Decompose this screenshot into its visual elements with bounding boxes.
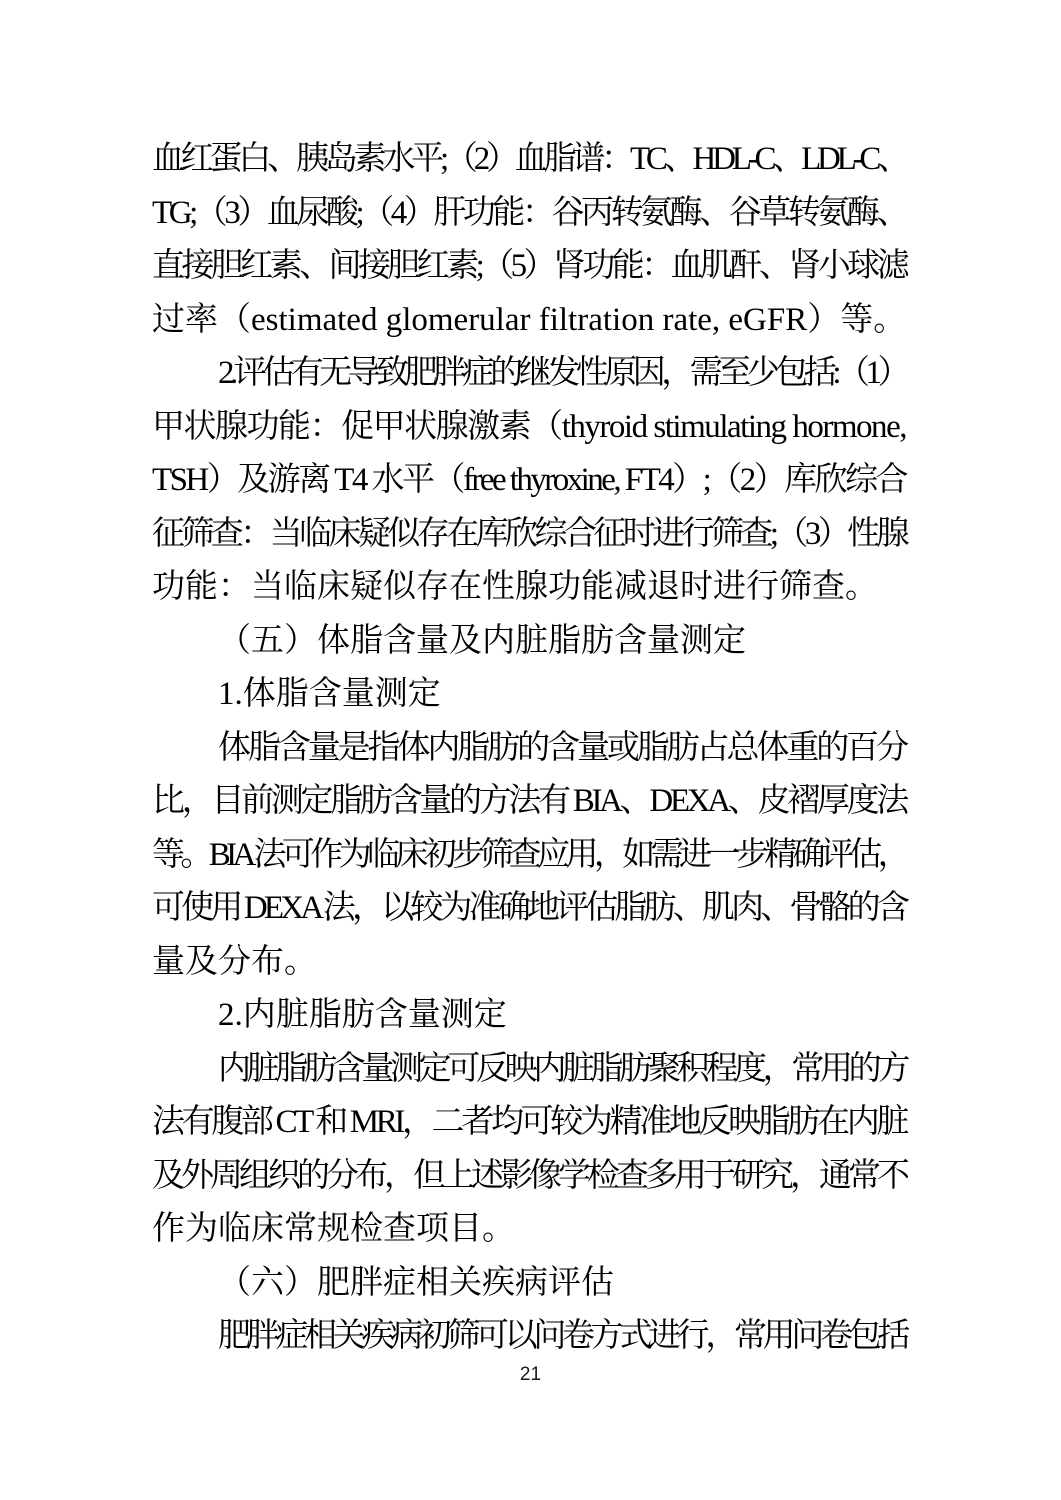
text-line-content: 过率（estimated glomerular filtration rate, eGFR）等。	[152, 301, 907, 338]
text-line-content: 体脂含量是指体内脂肪的含量或脂肪占总体重的百分	[218, 729, 906, 766]
text-line	[152, 347, 906, 401]
text-line-content: 比，目前测定脂肪含量的方法有 BIA、DEXA、皮褶厚度法	[152, 783, 907, 819]
text-line-content: 征筛查：当临床疑似存在库欣综合征时进行筛查;（3）性腺	[152, 515, 907, 552]
text-line	[152, 187, 906, 241]
text-line	[152, 508, 906, 562]
text-line	[152, 1096, 906, 1150]
text-line	[152, 240, 906, 294]
text-line-content: 法有腹部 CT 和 MRI，二者均可较为精准地反映脂肪在内脏	[152, 1104, 906, 1140]
text-line	[152, 561, 906, 615]
text-line-content: TG;（3）血尿酸;（4）肝功能：谷丙转氨酶、谷草转氨酶、	[152, 194, 906, 231]
text-line-content: （五）体脂含量及内脏脂肪含量测定	[218, 622, 746, 659]
text-line	[152, 401, 906, 455]
text-line	[152, 882, 906, 936]
text-line	[152, 1310, 906, 1364]
text-line-content: 1.体脂含量测定	[218, 676, 441, 712]
text-line	[152, 722, 906, 776]
text-line-content: 作为临床常规检查项目。	[152, 1211, 515, 1247]
text-line	[152, 829, 906, 883]
text-line-content: 等。BIA 法可作为临床初步筛查应用，如需进一步精确评估，	[152, 836, 906, 873]
text-line-content: 血红蛋白、胰岛素水平;（2）血脂谱：TC、HDL-C、LDL-C、	[152, 141, 907, 177]
text-line-content: 2.评估有无导致肥胖症的继发性原因，需至少包括:（1）	[218, 355, 906, 391]
text-line	[152, 294, 906, 348]
text-line	[152, 615, 906, 669]
text-line	[152, 1150, 906, 1204]
page-number: 21	[519, 1364, 542, 1385]
text-line	[152, 1043, 906, 1097]
text-line	[152, 936, 906, 990]
text-line-content: 可使用 DEXA 法，以较为准确地评估脂肪、肌肉、骨骼的含	[152, 890, 907, 926]
text-line-content: 2.内脏脂肪含量测定	[218, 997, 507, 1033]
text-line	[152, 989, 906, 1043]
text-line	[152, 454, 906, 508]
text-line-content: 及外周组织的分布，但上述影像学检查多用于研究，通常不	[152, 1157, 906, 1194]
body-text	[152, 133, 906, 1364]
text-line	[152, 775, 906, 829]
text-line-content: 内脏脂肪含量测定可反映内脏脂肪聚积程度，常用的方	[218, 1050, 907, 1087]
text-line	[152, 1203, 906, 1257]
text-line-content: 甲状腺功能：促甲状腺激素（thyroid stimulating hormone,	[152, 408, 906, 445]
text-line	[152, 133, 906, 187]
text-line-content: TSH）及游离 T4 水平（free thyroxine, FT4）;（2）库欣综合	[152, 462, 906, 498]
text-line-content: 肥胖症相关疾病初筛可以问卷方式进行，常用问卷包括	[218, 1318, 907, 1354]
text-line-content: 量及分布。	[152, 943, 317, 980]
text-line	[152, 1257, 906, 1311]
text-line-content: 功能：当临床疑似存在性腺功能减退时进行筛查。	[152, 569, 878, 605]
text-line-content: 直接胆红素、间接胆红素;（5）肾功能：血肌酐、肾小球滤	[152, 248, 907, 284]
text-line	[152, 668, 906, 722]
text-line-content: （六）肥胖症相关疾病评估	[218, 1264, 614, 1301]
